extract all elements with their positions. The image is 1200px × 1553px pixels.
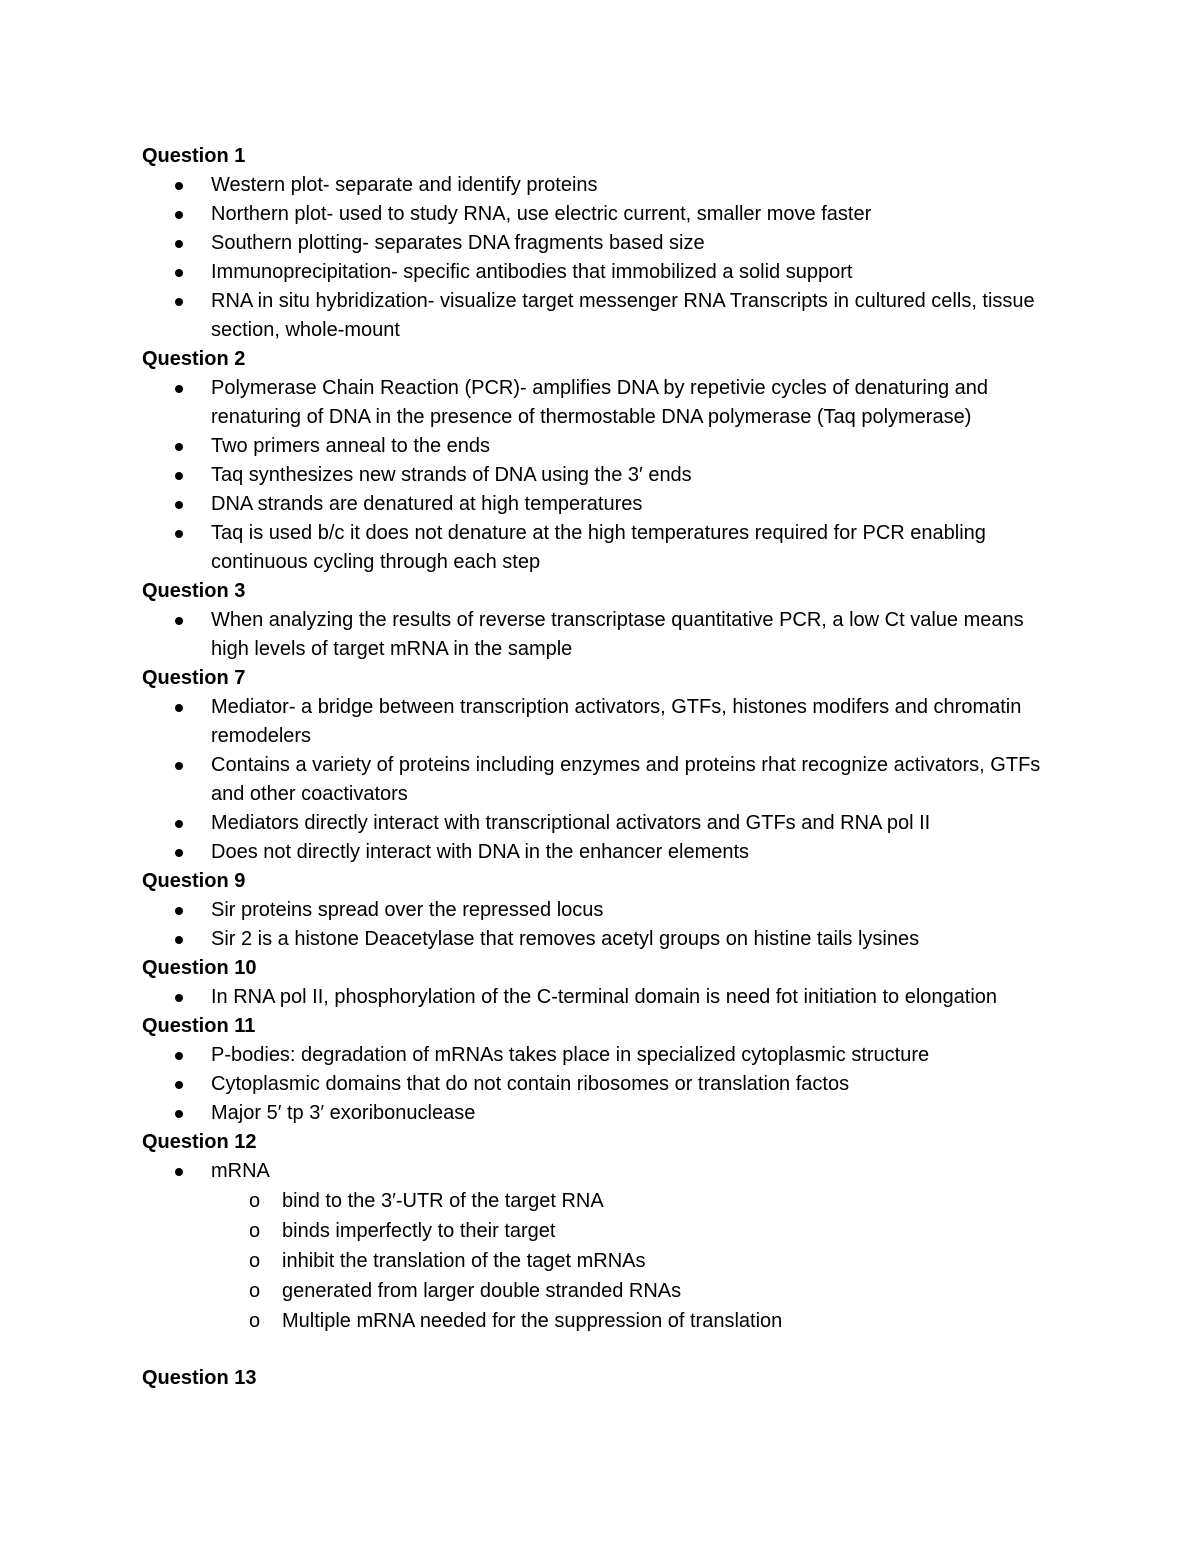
bullet-list xyxy=(142,171,1062,345)
bullet-icon xyxy=(175,994,183,1002)
list-item: Cytoplasmic domains that do not contain ribosomes or translation factos xyxy=(142,1070,1062,1099)
section-question-7 xyxy=(142,664,1062,867)
list-item: Immunoprecipitation- specific antibodies that immobilized a solid support xyxy=(142,258,1062,287)
question-heading: Question 13 xyxy=(142,1367,257,1389)
question-heading: Question 11 xyxy=(142,1015,256,1037)
list-item: Sir 2 is a histone Deacetylase that removes acetyl groups on histine tails lysines xyxy=(142,925,1062,954)
question-heading: Question 3 xyxy=(142,580,246,602)
question-heading: Question 12 xyxy=(142,1131,257,1153)
bullet-icon xyxy=(175,704,183,712)
section-question-9 xyxy=(142,867,1062,954)
list-item: Major 5′ tp 3′ exoribonuclease xyxy=(142,1099,1062,1128)
list-item: Sir proteins spread over the repressed locus xyxy=(142,896,1062,925)
bullet-icon xyxy=(175,530,183,538)
section-question-10 xyxy=(142,954,1062,1012)
section-question-3 xyxy=(142,577,1062,664)
bullet-icon xyxy=(175,472,183,480)
bullet-list xyxy=(142,983,1062,1012)
list-item: Mediators directly interact with transcriptional activators and GTFs and RNA pol II xyxy=(142,809,1062,838)
bullet-icon xyxy=(175,820,183,828)
bullet-icon xyxy=(175,385,183,393)
list-item: P-bodies: degradation of mRNAs takes place in specialized cytoplasmic structure xyxy=(142,1041,1062,1070)
bullet-icon xyxy=(175,1052,183,1060)
bullet-list xyxy=(142,1157,1062,1186)
list-item: Western plot- separate and identify proteins xyxy=(142,171,1062,200)
sub-list-item: o generated from larger double stranded RNAs xyxy=(142,1276,1062,1306)
list-item: RNA in situ hybridization- visualize target messenger RNA Transcripts in cultured cells, tissue section, whole-mount xyxy=(142,287,1062,345)
bullet-icon xyxy=(175,907,183,915)
sub-list-item: o bind to the 3′-UTR of the target RNA xyxy=(142,1186,1062,1216)
section-question-1 xyxy=(142,142,1062,345)
blank-line xyxy=(142,1336,1062,1364)
bullet-list xyxy=(142,374,1062,577)
list-item: Does not directly interact with DNA in the enhancer elements xyxy=(142,838,1062,867)
list-item: Northern plot- used to study RNA, use electric current, smaller move faster xyxy=(142,200,1062,229)
list-item: Mediator- a bridge between transcription activators, GTFs, histones modifers and chromatin remodelers xyxy=(142,693,1062,751)
bullet-icon xyxy=(175,617,183,625)
bullet-icon xyxy=(175,501,183,509)
list-item: Polymerase Chain Reaction (PCR)- amplifies DNA by repetivie cycles of denaturing and renaturing of DNA in the presence of thermostable DNA polymerase (Taq polymerase) xyxy=(142,374,1062,432)
list-item: mRNA xyxy=(142,1157,1062,1186)
bullet-icon xyxy=(175,1081,183,1089)
section-question-12 xyxy=(142,1128,1062,1336)
list-item: DNA strands are denatured at high temperatures xyxy=(142,490,1062,519)
list-item: Taq synthesizes new strands of DNA using the 3′ ends xyxy=(142,461,1062,490)
question-heading: Question 1 xyxy=(142,145,246,167)
sub-bullet-list xyxy=(142,1186,1062,1336)
bullet-list xyxy=(142,896,1062,954)
bullet-icon xyxy=(175,240,183,248)
bullet-icon xyxy=(175,269,183,277)
question-heading: Question 10 xyxy=(142,957,257,979)
bullet-icon xyxy=(175,182,183,190)
bullet-icon xyxy=(175,1168,183,1176)
list-item: In RNA pol II, phosphorylation of the C-terminal domain is need fot initiation to elongation xyxy=(142,983,1062,1012)
bullet-list xyxy=(142,693,1062,867)
hollow-bullet-icon: o xyxy=(249,1250,261,1272)
list-item: Two primers anneal to the ends xyxy=(142,432,1062,461)
section-question-11 xyxy=(142,1012,1062,1128)
bullet-icon xyxy=(175,1110,183,1118)
question-heading: Question 7 xyxy=(142,667,246,689)
bullet-list xyxy=(142,1041,1062,1128)
document-page xyxy=(142,142,1062,1393)
list-item: Contains a variety of proteins including enzymes and proteins rhat recognize activators, GTFs and other coactivators xyxy=(142,751,1062,809)
sub-list-item: o inhibit the translation of the taget mRNAs xyxy=(142,1246,1062,1276)
list-item: Taq is used b/c it does not denature at the high temperatures required for PCR enabling continuous cycling through each step xyxy=(142,519,1062,577)
bullet-icon xyxy=(175,443,183,451)
list-item: Southern plotting- separates DNA fragments based size xyxy=(142,229,1062,258)
section-question-13 xyxy=(142,1364,1062,1393)
bullet-icon xyxy=(175,936,183,944)
section-question-2 xyxy=(142,345,1062,577)
hollow-bullet-icon: o xyxy=(249,1280,261,1302)
list-item: When analyzing the results of reverse transcriptase quantitative PCR, a low Ct value means high levels of target mRNA in the sample xyxy=(142,606,1062,664)
bullet-icon xyxy=(175,762,183,770)
hollow-bullet-icon: o xyxy=(249,1310,261,1332)
hollow-bullet-icon: o xyxy=(249,1220,261,1242)
sub-list-item: o Multiple mRNA needed for the suppression of translation xyxy=(142,1306,1062,1336)
bullet-icon xyxy=(175,211,183,219)
question-heading: Question 2 xyxy=(142,348,246,370)
bullet-icon xyxy=(175,298,183,306)
question-heading: Question 9 xyxy=(142,870,246,892)
sub-list-item: o binds imperfectly to their target xyxy=(142,1216,1062,1246)
hollow-bullet-icon: o xyxy=(249,1190,261,1212)
bullet-list xyxy=(142,606,1062,664)
bullet-icon xyxy=(175,849,183,857)
